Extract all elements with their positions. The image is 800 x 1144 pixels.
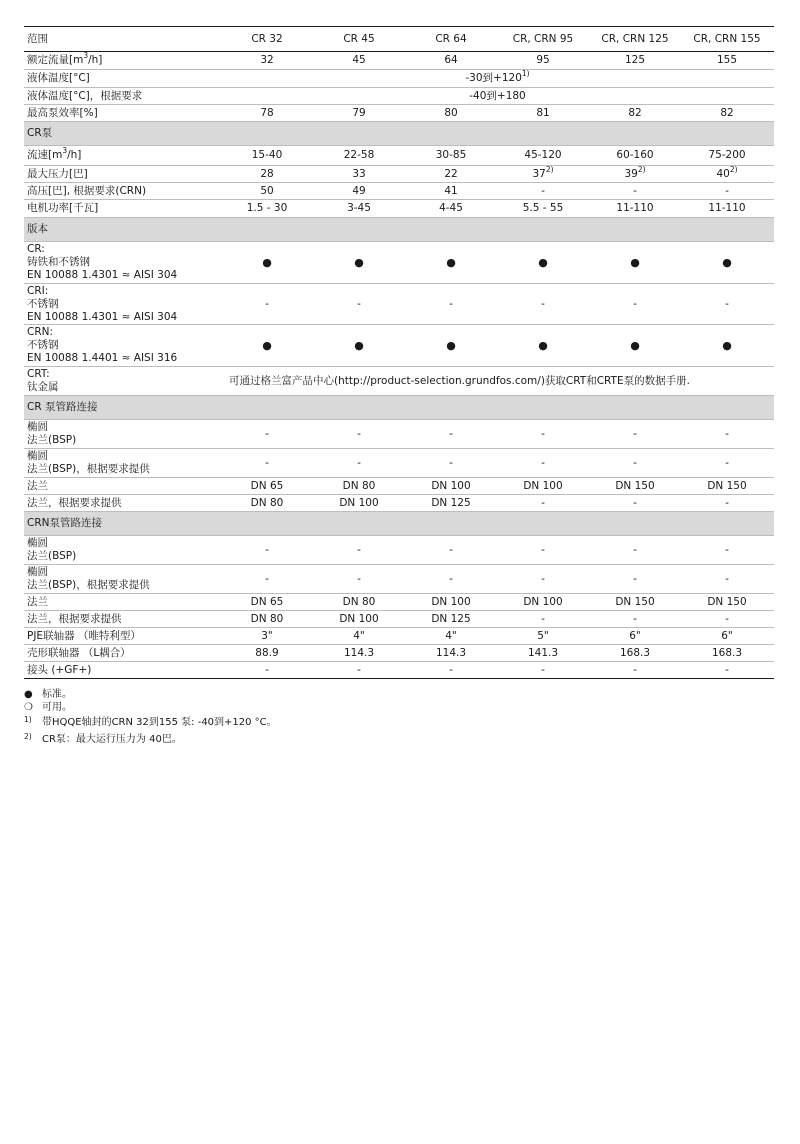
cell: 45-120 xyxy=(524,149,562,161)
cell: 39$^{2)}$ xyxy=(624,164,646,180)
row-label: 法兰，根据要求提供 xyxy=(27,496,122,509)
cell: 40$^{2)}$ xyxy=(716,164,738,180)
cell: 114.3 xyxy=(435,646,467,659)
cell: DN 100 xyxy=(431,479,471,492)
cell: 141.3 xyxy=(527,646,559,659)
cell: 5" xyxy=(537,629,549,642)
cell: DN 150 xyxy=(615,479,655,492)
row-shell-coupling xyxy=(24,645,774,662)
row-cr-oval-bsp xyxy=(24,420,774,449)
row-crn-flange-req xyxy=(24,611,774,628)
row-version-cri xyxy=(24,284,774,325)
crt-note: 可通过格兰富产品中心(http://product-selection.grundfos.com/)获取CRT和CRTE泵的数据手册. xyxy=(229,374,690,387)
cell: 28 xyxy=(260,167,274,180)
cell: DN 100 xyxy=(339,612,379,625)
cell: DN 80 xyxy=(250,612,284,625)
cell: - xyxy=(449,456,453,469)
row-label: 最大压力[巴] xyxy=(27,167,88,180)
row-cr-oval-bsp-req xyxy=(24,449,774,478)
cell: DN 65 xyxy=(250,595,284,608)
cell: - xyxy=(725,427,729,440)
row-label: 法兰 xyxy=(27,595,48,608)
available-circle-icon: ❍ xyxy=(24,702,33,713)
standard-dot-icon: ● xyxy=(262,256,272,269)
row-rated-flow xyxy=(24,52,774,70)
cell: 78 xyxy=(260,106,274,119)
cell: DN 125 xyxy=(431,612,471,625)
cell: DN 80 xyxy=(250,496,284,509)
cell: - xyxy=(449,572,453,585)
cell: 50 xyxy=(260,184,274,197)
footnote-2 xyxy=(24,733,277,746)
cell: - xyxy=(541,297,545,310)
cell: 11-110 xyxy=(708,202,746,214)
footnote-1 xyxy=(24,716,277,729)
section-cr-pipe xyxy=(24,396,774,420)
cell: 41 xyxy=(444,184,458,197)
cell: 82 xyxy=(628,106,642,119)
row-label: 液体温度[°C] xyxy=(27,72,90,84)
cell: - xyxy=(725,663,729,676)
row-version-crt xyxy=(24,367,774,396)
cell: - xyxy=(265,543,269,556)
cell: - xyxy=(725,297,729,310)
cell: - xyxy=(725,543,729,556)
standard-dot-icon: ● xyxy=(262,339,272,352)
standard-dot-icon: ● xyxy=(722,339,732,352)
cell: 114.3 xyxy=(343,646,375,659)
cell: 125 xyxy=(624,54,646,66)
standard-dot-icon: ● xyxy=(538,256,548,269)
cell: - xyxy=(725,456,729,469)
cell: - xyxy=(633,543,637,556)
cell: 3-45 xyxy=(347,202,371,214)
cell: DN 80 xyxy=(342,595,376,608)
cell: 33 xyxy=(352,167,366,180)
cell: 81 xyxy=(536,106,550,119)
cell: - xyxy=(265,427,269,440)
row-version-cr xyxy=(24,242,774,284)
row-label: 高压[巴], 根据要求(CRN) xyxy=(27,184,147,197)
cell: 15-40 xyxy=(251,149,283,161)
row-crn-flange xyxy=(24,594,774,611)
cell: - xyxy=(633,427,637,440)
row-label: 法兰 xyxy=(27,479,48,492)
cell: - xyxy=(541,184,545,197)
cell: 49 xyxy=(352,184,366,197)
cell: - xyxy=(633,612,637,625)
row-liquid-temp xyxy=(24,70,774,88)
cell: - xyxy=(449,663,453,676)
cell: - xyxy=(541,496,545,509)
cell: - xyxy=(541,456,545,469)
cell: 82 xyxy=(720,106,734,119)
row-label: 最高泵效率[%] xyxy=(27,106,98,119)
row-label: 壳形联轴器 （L耦合） xyxy=(27,646,131,659)
cell: 4" xyxy=(445,629,457,642)
cell: 95 xyxy=(536,54,550,66)
spec-table xyxy=(24,26,774,679)
standard-dot-icon: ● xyxy=(630,339,640,352)
cell: - xyxy=(357,543,361,556)
cell: DN 100 xyxy=(431,595,471,608)
note-available xyxy=(24,701,277,714)
cell: - xyxy=(265,663,269,676)
cell: - xyxy=(725,612,729,625)
row-label: PJE联轴器 （唯特利型） xyxy=(27,629,141,642)
row-high-pressure xyxy=(24,183,774,200)
cell: DN 150 xyxy=(707,479,747,492)
row-pje-coupling xyxy=(24,628,774,645)
table-header xyxy=(24,26,774,52)
header-label: 范围 xyxy=(27,32,48,45)
standard-dot-icon: ● xyxy=(446,339,456,352)
cell: 4" xyxy=(353,629,365,642)
standard-dot-icon: ● xyxy=(722,256,732,269)
row-flow-rate xyxy=(24,146,774,166)
row-label: 接头 (+GF+) xyxy=(27,663,92,676)
cell: - xyxy=(357,572,361,585)
row-crn-oval-bsp xyxy=(24,536,774,565)
cell: - xyxy=(633,297,637,310)
cell: 80 xyxy=(444,106,458,119)
standard-dot-icon: ● xyxy=(354,256,364,269)
note-text: CR泵：最大运行压力为 40巴。 xyxy=(42,734,182,745)
cell-span: -30到$+120^{1)}$ xyxy=(465,69,530,84)
cell: - xyxy=(449,297,453,310)
standard-dot-icon: ● xyxy=(354,339,364,352)
cell: DN 100 xyxy=(339,496,379,509)
cell: 1.5 - 30 xyxy=(246,202,288,214)
note-text: 可用。 xyxy=(42,702,72,713)
standard-dot-icon: ● xyxy=(446,256,456,269)
col-cr64: CR 64 xyxy=(435,32,467,45)
cell: - xyxy=(541,612,545,625)
cell: - xyxy=(633,663,637,676)
cell: - xyxy=(265,572,269,585)
col-cr155: CR, CRN 155 xyxy=(693,32,761,45)
cell: 30-85 xyxy=(435,149,467,161)
cell: - xyxy=(541,572,545,585)
row-label: 液体温度[°C]，根据要求 xyxy=(27,89,143,102)
cell: DN 100 xyxy=(523,595,563,608)
row-label: 椭圆 法兰(BSP)，根据要求提供 xyxy=(27,566,150,591)
cell: - xyxy=(541,543,545,556)
section-version xyxy=(24,218,774,242)
cell: 88.9 xyxy=(255,646,279,659)
cell: - xyxy=(265,297,269,310)
row-max-efficiency xyxy=(24,105,774,122)
cell: 79 xyxy=(352,106,366,119)
row-label: 椭圆 法兰(BSP) xyxy=(27,421,77,446)
cell: 45 xyxy=(352,54,366,66)
row-cr-flange-req xyxy=(24,495,774,512)
row-version-crn xyxy=(24,325,774,367)
col-cr45: CR 45 xyxy=(343,32,375,45)
cell: 11-110 xyxy=(616,202,654,214)
cell: 168.3 xyxy=(711,646,743,659)
row-label: 额定流量$[m^3/h]$ xyxy=(27,51,103,66)
cell: - xyxy=(357,456,361,469)
section-label: CR 泵管路连接 xyxy=(27,401,98,413)
row-label: 法兰，根据要求提供 xyxy=(27,612,122,625)
row-crn-oval-bsp-req xyxy=(24,565,774,594)
section-cr xyxy=(24,122,774,146)
row-label: CRI: 不锈钢 EN 10088 1.4301 ≈ AISI 304 xyxy=(27,284,178,323)
section-label: CR泵 xyxy=(27,127,53,139)
row-max-pressure xyxy=(24,166,774,183)
col-cr125: CR, CRN 125 xyxy=(601,32,669,45)
cell: - xyxy=(633,572,637,585)
section-label: CRN泵管路连接 xyxy=(27,517,102,529)
cell: 64 xyxy=(444,54,458,66)
cell: - xyxy=(449,543,453,556)
section-label: 版本 xyxy=(27,223,48,235)
row-label: CR: 铸铁和不锈钢 EN 10088 1.4301 ≈ AISI 304 xyxy=(27,243,178,281)
cell: DN 150 xyxy=(615,595,655,608)
note-standard xyxy=(24,688,277,701)
row-label: 椭圆 法兰(BSP)，根据要求提供 xyxy=(27,450,150,475)
standard-dot-icon: ● xyxy=(538,339,548,352)
row-connector xyxy=(24,662,774,679)
row-cr-flange xyxy=(24,478,774,495)
cell: - xyxy=(725,496,729,509)
cell: - xyxy=(633,456,637,469)
cell: - xyxy=(449,427,453,440)
row-label: 流速$[m^3/h]$ xyxy=(27,146,82,161)
cell: 5.5 - 55 xyxy=(522,202,564,214)
cell: DN 150 xyxy=(707,595,747,608)
cell: - xyxy=(541,663,545,676)
cell: 3" xyxy=(261,629,273,642)
row-label: 电机功率[千瓦] xyxy=(27,202,99,214)
row-motor-power xyxy=(24,200,774,218)
footnotes xyxy=(24,688,277,746)
cell: 60-160 xyxy=(616,149,654,161)
note-text: 标准。 xyxy=(42,689,72,700)
cell: 32 xyxy=(260,54,274,66)
cell: 155 xyxy=(716,54,738,66)
cell-span: -40到+180 xyxy=(469,89,526,102)
row-label: CRT: 钛金属 xyxy=(27,368,59,393)
cell: 75-200 xyxy=(708,149,746,161)
row-label: CRN: 不锈钢 EN 10088 1.4401 ≈ AISI 316 xyxy=(27,326,178,364)
note-text: 带HQQE轴封的CRN 32到155 泵: -40到+120 °C。 xyxy=(42,717,277,728)
cell: - xyxy=(633,496,637,509)
cell: 6" xyxy=(629,629,641,642)
standard-dot-icon: ● xyxy=(24,689,33,700)
cell: - xyxy=(357,427,361,440)
footnote-mark: 2) xyxy=(24,732,32,741)
cell: 22-58 xyxy=(343,149,375,161)
cell: - xyxy=(633,184,637,197)
cell: - xyxy=(725,184,729,197)
cell: DN 125 xyxy=(431,496,471,509)
cell: - xyxy=(265,456,269,469)
cell: 168.3 xyxy=(619,646,651,659)
cell: 4-45 xyxy=(439,202,463,214)
cell: DN 80 xyxy=(342,479,376,492)
row-label: 椭圆 法兰(BSP) xyxy=(27,537,77,562)
cell: - xyxy=(357,297,361,310)
cell: - xyxy=(725,572,729,585)
cell: 37$^{2)}$ xyxy=(532,164,554,180)
footnote-mark: 1) xyxy=(24,715,32,724)
cell: - xyxy=(357,663,361,676)
cell: - xyxy=(541,427,545,440)
standard-dot-icon: ● xyxy=(630,256,640,269)
section-crn-pipe xyxy=(24,512,774,536)
col-cr32: CR 32 xyxy=(251,32,283,45)
cell: 6" xyxy=(721,629,733,642)
col-cr95: CR, CRN 95 xyxy=(512,32,574,45)
cell: DN 65 xyxy=(250,479,284,492)
cell: 22 xyxy=(444,167,458,180)
row-liquid-temp-req xyxy=(24,88,774,105)
cell: DN 100 xyxy=(523,479,563,492)
